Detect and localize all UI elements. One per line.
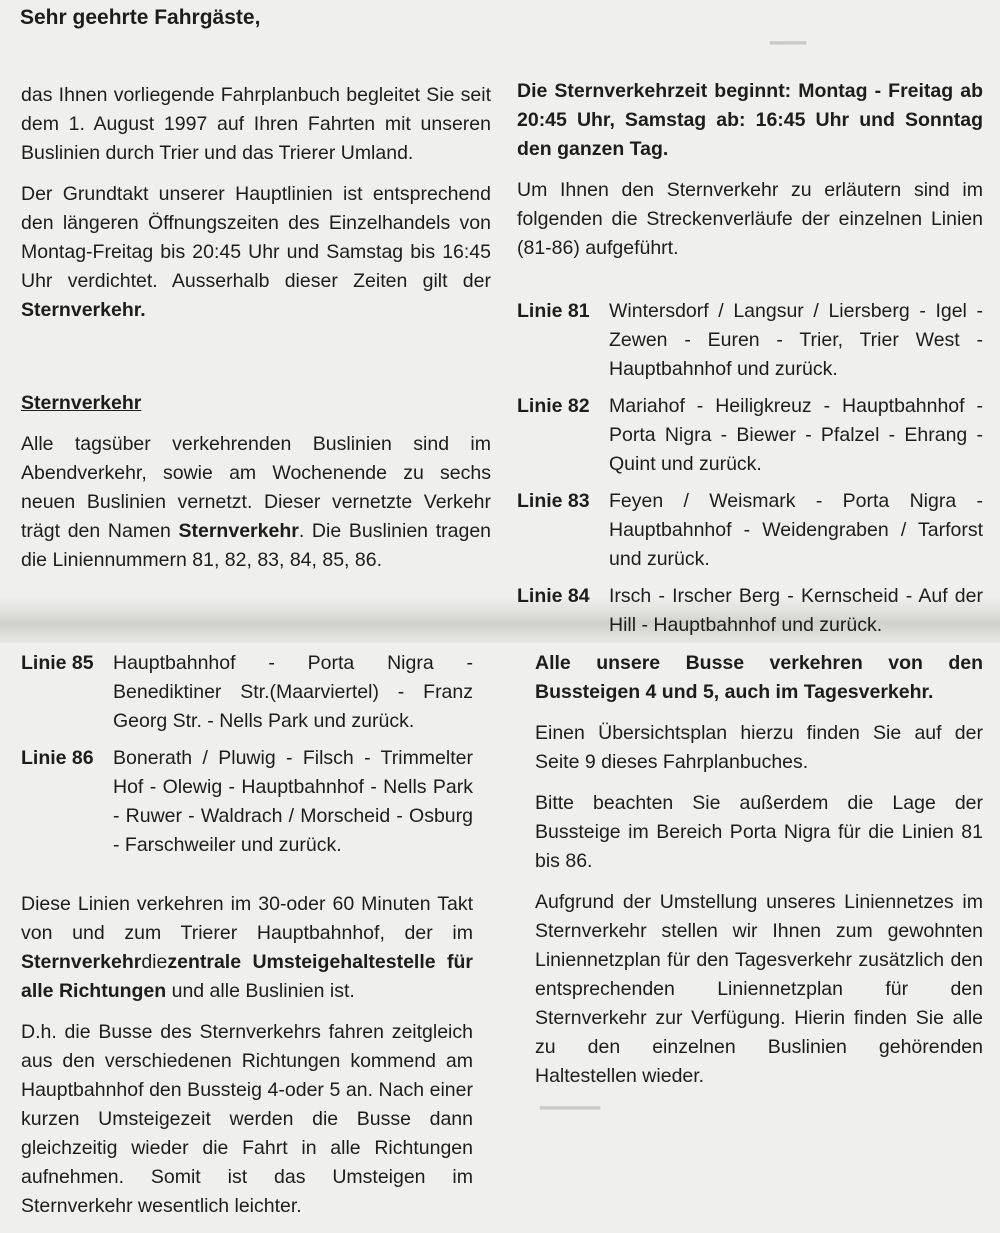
umsteigen-paragraph: D.h. die Busse des Sternverkehrs fahren zeitgleich aus den verschiedenen Richtungen kommend am Hauptbahnhof den Bussteig 4-oder 5 an. Nach einer kurzen Umsteigezeit werden die Busse dann gleichzeitig wieder die Fahrt in alle Richtungen aufnehmen. Somit ist das Umsteigen im Sternverkehr wesentlich leichter. (21, 1021, 473, 1217)
right-bottom-column (535, 649, 983, 1103)
line-row-81 (517, 297, 983, 384)
takt-bold-2: zentrale Umsteigehaltestelle für alle Richtungen (21, 951, 473, 1002)
takt-text-2: die (141, 951, 168, 973)
line-list-top (517, 297, 983, 640)
takt-paragraph (21, 890, 473, 1006)
line-label: Linie 82 (517, 395, 590, 417)
line-row-82 (517, 392, 983, 479)
liniennetzplan-paragraph: Aufgrund der Umstellung unseres Liniennetzes im Sternverkehr stellen wir Ihnen zum gewohnten Liniennetzplan für den Tagesverkehr zusätzlich den entsprechenden Liniennetzplan für den Sternverkehr zur Verfügung. Hierin finden Sie alle zu den einzelnen Buslinien gehörenden Haltestellen wieder. (535, 891, 983, 1087)
right-top-column (517, 77, 983, 648)
erlaeuterung-paragraph: Um Ihnen den Sternverkehr zu erläutern sind im folgenden die Streckenverläufe der einzelnen Linien (81-86) aufgeführt. (517, 179, 983, 259)
sternverkehrzeit-notice: Die Sternverkehrzeit beginnt: Montag - Freitag ab 20:45 Uhr, Samstag ab: 16:45 Uhr und Sonntag den ganzen Tag. (517, 80, 983, 160)
line-row-83 (517, 487, 983, 574)
intro-paragraph: das Ihnen vorliegende Fahrplanbuch begleitet Sie seit dem 1. August 1997 auf Ihren Fahrten mit unseren Buslinien durch Trier und das Trierer Umland. (21, 84, 491, 164)
show-through: ━━━ (770, 31, 807, 53)
line-label: Linie 81 (517, 300, 590, 322)
line-row-84 (517, 582, 983, 640)
line-row-85 (21, 649, 473, 736)
sternverkehr-text-2: . Die Buslinien tragen die Liniennummern 81, 82, 83, 84, 85, 86. (21, 520, 492, 571)
page-title: Sehr geehrte Fahrgäste, (20, 6, 261, 29)
takt-bold-1: Sternverkehr (21, 951, 142, 973)
bussteige-notice: Alle unsere Busse verkehren von den Bussteigen 4 und 5, auch im Tagesverkehr. (535, 652, 983, 703)
sternverkehr-text-1: Alle tagsüber verkehrenden Buslinien sind im Abendverkehr, sowie am Wochenende zu sechs neuen Buslinien vernetzt. Dieser vernetzte Verkehr trägt den Namen (21, 433, 491, 542)
line-route: Irsch - Irscher Berg - Kernscheid - Auf der Hill - Hauptbahnhof und zurück. (609, 585, 983, 636)
grundtakt-bold: Sternverkehr. (21, 299, 146, 321)
sternverkehr-heading: Sternverkehr (21, 392, 142, 414)
line-label: Linie 84 (517, 585, 590, 607)
takt-text-3: und alle Buslinien ist. (166, 980, 355, 1002)
line-row-86 (21, 744, 473, 860)
line-route: Hauptbahnhof - Porta Nigra - Benediktiner Str.(Maarviertel) - Franz Georg Str. - Nells Park und zurück. (113, 652, 473, 732)
line-route: Feyen / Weismark - Porta Nigra - Hauptbahnhof - Weidengraben / Tarforst und zurück. (609, 490, 983, 570)
uebersichtsplan-paragraph: Einen Übersichtsplan hierzu finden Sie auf der Seite 9 dieses Fahrplanbuches. (535, 722, 983, 773)
line-route: Bonerath / Pluwig - Filsch - Trimmelter Hof - Olewig - Hauptbahnhof - Nells Park - Ruwer - Waldrach / Morscheid - Osburg - Farschweiler und zurück. (113, 747, 473, 856)
line-route: Mariahof - Heiligkreuz - Hauptbahnhof - Porta Nigra - Biewer - Pfalzel - Ehrang - Quint und zurück. (609, 395, 983, 475)
grundtakt-paragraph (21, 180, 491, 325)
line-label: Linie 83 (517, 490, 590, 512)
line-label: Linie 85 (21, 652, 94, 674)
left-top-column (21, 81, 491, 587)
grundtakt-text: Der Grundtakt unserer Hauptlinien ist entsprechend den längeren Öffnungszeiten des Einzelhandels von Montag-Freitag bis 20:45 Uhr und Samstag bis 16:45 Uhr verdichtet. Ausserhalb dieser Zeiten gilt der (21, 183, 491, 292)
show-through: ━━━━━ (540, 1096, 601, 1118)
porta-nigra-paragraph: Bitte beachten Sie außerdem die Lage der Bussteige im Bereich Porta Nigra für die Linien 81 bis 86. (535, 792, 983, 872)
takt-text-1: Diese Linien verkehren im 30-oder 60 Minuten Takt von und zum Trierer Hauptbahnhof, der im (21, 893, 473, 944)
line-route: Wintersdorf / Langsur / Liersberg - Igel - Zewen - Euren - Trier, Trier West - Hauptbahnhof und zurück. (609, 300, 983, 380)
sternverkehr-bold: Sternverkehr (178, 520, 299, 542)
left-bottom-column (21, 649, 473, 1233)
line-label: Linie 86 (21, 747, 94, 769)
sternverkehr-paragraph (21, 430, 491, 575)
line-list-bottom (21, 649, 473, 860)
